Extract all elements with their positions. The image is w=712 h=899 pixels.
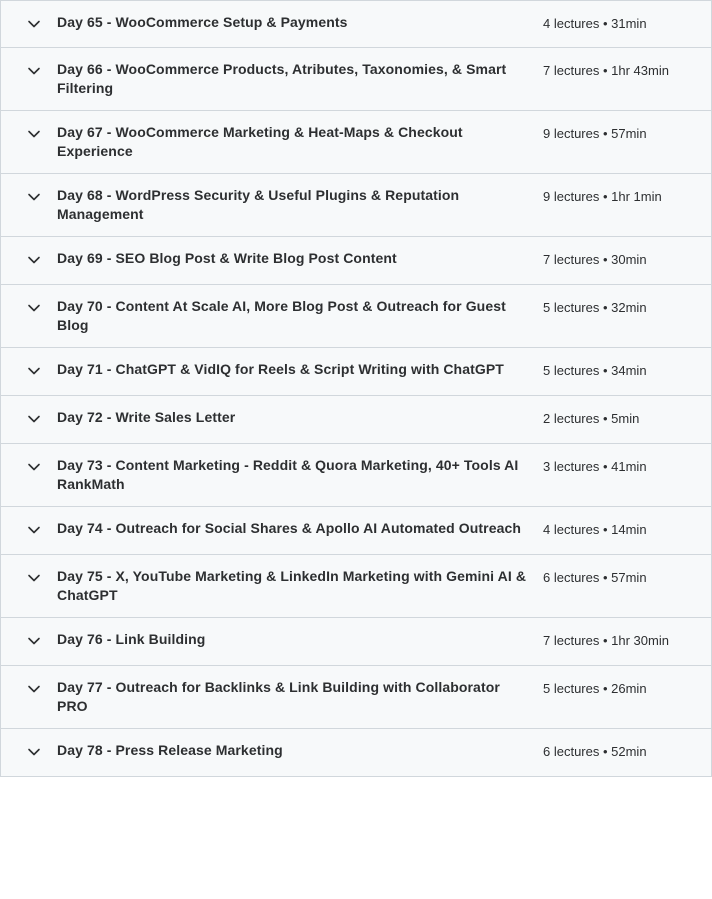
- section-title[interactable]: Day 78 - Press Release Marketing: [57, 742, 283, 758]
- section-title[interactable]: Day 72 - Write Sales Letter: [57, 409, 236, 425]
- chevron-down-icon[interactable]: [25, 62, 43, 80]
- section-title[interactable]: Day 67 - WooCommerce Marketing & Heat-Maps & Checkout Experience: [57, 124, 463, 159]
- curriculum-section-row[interactable]: [0, 618, 712, 666]
- page-bottom-spacer: [0, 777, 712, 783]
- chevron-down-icon[interactable]: [25, 743, 43, 761]
- section-title[interactable]: Day 69 - SEO Blog Post & Write Blog Post Content: [57, 250, 397, 266]
- section-title[interactable]: Day 71 - ChatGPT & VidIQ for Reels & Script Writing with ChatGPT: [57, 361, 504, 377]
- curriculum-section-row[interactable]: [0, 48, 712, 111]
- curriculum-section-row[interactable]: [0, 729, 712, 777]
- chevron-down-icon[interactable]: [25, 458, 43, 476]
- section-meta: 7 lectures • 30min: [543, 252, 647, 267]
- curriculum-section-row[interactable]: [0, 444, 712, 507]
- section-meta: 7 lectures • 1hr 43min: [543, 63, 669, 78]
- section-meta: 7 lectures • 1hr 30min: [543, 633, 669, 648]
- curriculum-section-row[interactable]: [0, 174, 712, 237]
- section-meta: 6 lectures • 52min: [543, 744, 647, 759]
- curriculum-section-row[interactable]: [0, 555, 712, 618]
- section-title[interactable]: Day 75 - X, YouTube Marketing & LinkedIn Marketing with Gemini AI & ChatGPT: [57, 568, 527, 603]
- curriculum-section-row[interactable]: [0, 396, 712, 444]
- curriculum-section-row[interactable]: [0, 666, 712, 729]
- chevron-down-icon[interactable]: [25, 632, 43, 650]
- section-title[interactable]: Day 66 - WooCommerce Products, Atributes, Taxonomies, & Smart Filtering: [57, 61, 507, 96]
- chevron-down-icon[interactable]: [25, 251, 43, 269]
- chevron-down-icon[interactable]: [25, 410, 43, 428]
- chevron-down-icon[interactable]: [25, 680, 43, 698]
- section-meta: 6 lectures • 57min: [543, 570, 647, 585]
- chevron-down-icon[interactable]: [25, 299, 43, 317]
- curriculum-section-row[interactable]: [0, 348, 712, 396]
- section-title[interactable]: Day 73 - Content Marketing - Reddit & Quora Marketing, 40+ Tools AI RankMath: [57, 457, 519, 492]
- section-meta: 3 lectures • 41min: [543, 459, 647, 474]
- chevron-down-icon[interactable]: [25, 188, 43, 206]
- section-title[interactable]: Day 74 - Outreach for Social Shares & Apollo AI Automated Outreach: [57, 520, 522, 536]
- section-meta: 4 lectures • 31min: [543, 16, 647, 31]
- section-meta: 2 lectures • 5min: [543, 411, 640, 426]
- curriculum-section-row[interactable]: [0, 507, 712, 555]
- section-meta: 5 lectures • 26min: [543, 681, 647, 696]
- section-title[interactable]: Day 65 - WooCommerce Setup & Payments: [57, 14, 348, 30]
- curriculum-section-row[interactable]: [0, 237, 712, 285]
- chevron-down-icon[interactable]: [25, 15, 43, 33]
- section-title[interactable]: Day 68 - WordPress Security & Useful Plugins & Reputation Management: [57, 187, 460, 222]
- section-meta: 9 lectures • 57min: [543, 126, 647, 141]
- section-meta: 5 lectures • 32min: [543, 300, 647, 315]
- curriculum-section-row[interactable]: [0, 0, 712, 48]
- chevron-down-icon[interactable]: [25, 362, 43, 380]
- curriculum-section-row[interactable]: [0, 285, 712, 348]
- section-title[interactable]: Day 70 - Content At Scale AI, More Blog Post & Outreach for Guest Blog: [57, 298, 506, 333]
- curriculum-section-row[interactable]: [0, 111, 712, 174]
- section-meta: 4 lectures • 14min: [543, 522, 647, 537]
- chevron-down-icon[interactable]: [25, 569, 43, 587]
- section-meta: 9 lectures • 1hr 1min: [543, 189, 662, 204]
- section-meta: 5 lectures • 34min: [543, 363, 647, 378]
- section-title[interactable]: Day 76 - Link Building: [57, 631, 206, 647]
- chevron-down-icon[interactable]: [25, 125, 43, 143]
- chevron-down-icon[interactable]: [25, 521, 43, 539]
- section-title[interactable]: Day 77 - Outreach for Backlinks & Link Building with Collaborator PRO: [57, 679, 500, 714]
